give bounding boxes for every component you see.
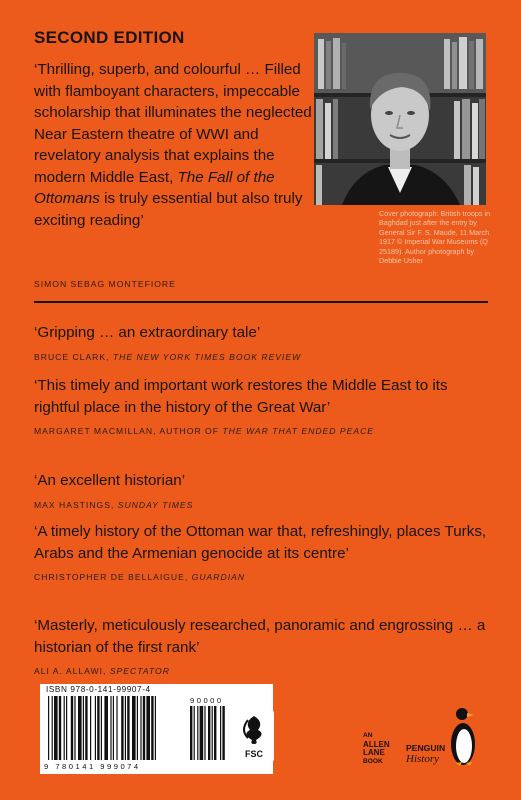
review-quote: ‘Gripping … an extraordinary tale’ bbox=[34, 324, 261, 341]
svg-text:FSC: FSC bbox=[245, 749, 263, 759]
lead-review-attribution: SIMON SEBAG MONTEFIORE bbox=[34, 279, 176, 289]
review-attribution: MAX HASTINGS, SUNDAY TIMES bbox=[34, 499, 194, 510]
barcode-bar bbox=[48, 696, 49, 760]
review-quote: ‘A timely history of the Ottoman war that, refreshingly, places Turks, Arabs and the Armenian genocide at its centre’ bbox=[34, 523, 487, 562]
barcode-bar bbox=[132, 696, 136, 760]
review-item bbox=[34, 521, 494, 589]
review-quote: ‘Masterly, meticulously researched, panoramic and engrossing … a historian of the first rank’ bbox=[34, 617, 486, 656]
barcode-bar bbox=[146, 696, 150, 760]
barcode-bar bbox=[101, 696, 102, 760]
barcode-bar bbox=[116, 696, 117, 760]
barcode-bar bbox=[113, 696, 114, 760]
barcode-bar bbox=[140, 696, 141, 760]
penguin-imprint-label: PENGUIN bbox=[406, 743, 446, 753]
barcode-addon-bar bbox=[200, 706, 204, 760]
penguin-logo-icon bbox=[448, 704, 478, 766]
barcode-bar bbox=[104, 696, 108, 760]
review-attribution: BRUCE CLARK, THE NEW YORK TIMES BOOK REVIEW bbox=[34, 351, 302, 362]
barcode-bar bbox=[97, 696, 99, 760]
barcode-bar bbox=[52, 696, 53, 760]
author-photograph bbox=[314, 33, 486, 205]
photo-caption: Cover photograph: British troops in Baghdad just after the entry by General Sir F. S. Maude, 11 March 1917 © Imperial War Museums (Q 25189). Author photograph by Debbie Usher bbox=[379, 209, 491, 266]
review-attribution: ALI A. ALLAWI, SPECTATOR bbox=[34, 666, 170, 676]
barcode-bar bbox=[66, 696, 67, 760]
review-item bbox=[34, 375, 494, 443]
barcode-addon-bar bbox=[222, 706, 224, 760]
barcode-bar bbox=[59, 696, 61, 760]
barcode-bar bbox=[90, 696, 91, 760]
barcode-bar bbox=[64, 696, 65, 760]
barcode-digits: 9 780141 999074 bbox=[44, 762, 141, 771]
allen-lane-imprint: AN ALLEN LANE BOOK bbox=[363, 732, 390, 765]
fsc-logo bbox=[234, 710, 274, 762]
barcode-bar bbox=[74, 696, 75, 760]
barcode-addon-bar bbox=[214, 706, 216, 760]
divider-rule bbox=[34, 301, 488, 303]
barcode-bar bbox=[151, 696, 153, 760]
barcode-addon-bar bbox=[208, 706, 210, 760]
barcode-bar bbox=[71, 696, 73, 760]
lead-review-quote: ‘Thrilling, superb, and colourful … Filled with flamboyant characters, impeccable scholarship that illuminates the neglected Near Eastern theatre of WWI and revelatory analysis that explains the modern Middle East, The Fall of the Ottomans is truly essential but also truly exciting reading’ bbox=[34, 61, 312, 229]
barcode-bar bbox=[83, 696, 84, 760]
barcode-addon-bar bbox=[197, 706, 198, 760]
barcode-addon-bar bbox=[204, 706, 205, 760]
review-quote: ‘An excellent historian’ bbox=[34, 472, 186, 489]
barcode-addon-bar bbox=[194, 706, 195, 760]
review-attribution: CHRISTOPHER DE BELLAIGUE, GUARDIAN bbox=[34, 572, 246, 582]
review-item bbox=[34, 470, 494, 516]
isbn-number: ISBN 978-0-141-99907-4 bbox=[46, 685, 151, 694]
history-imprint-label: History bbox=[406, 753, 439, 765]
review-attribution: MARGARET MACMILLAN, AUTHOR OF THE WAR THAT ENDED PEACE bbox=[34, 426, 375, 436]
barcode-bar bbox=[137, 696, 138, 760]
barcode-bar bbox=[125, 696, 126, 760]
barcode-addon-bar bbox=[190, 706, 192, 760]
fsc-tree-icon bbox=[234, 710, 274, 762]
barcode-bar bbox=[143, 696, 145, 760]
review-item bbox=[34, 322, 494, 368]
review-item bbox=[34, 615, 494, 683]
barcode-bar bbox=[78, 696, 82, 760]
author-portrait-image bbox=[314, 33, 486, 205]
lead-quote-book-title: The Fall of the Ottomans bbox=[34, 168, 275, 207]
edition-label: SECOND EDITION bbox=[34, 28, 185, 47]
barcode-addon-bar bbox=[220, 706, 221, 760]
barcode-bar bbox=[127, 696, 129, 760]
barcode-addon-bar bbox=[212, 706, 213, 760]
barcode-bar bbox=[85, 696, 87, 760]
barcode-bar bbox=[95, 696, 96, 760]
review-quote: ‘This timely and important work restores the Middle East to its rightful place in the history of the Great War’ bbox=[34, 377, 448, 416]
barcode-bar bbox=[155, 696, 156, 760]
barcode-bar bbox=[121, 696, 123, 760]
barcode-bar bbox=[110, 696, 111, 760]
barcode-addon-digits: 90000 bbox=[190, 696, 224, 705]
barcode-bar bbox=[54, 696, 58, 760]
